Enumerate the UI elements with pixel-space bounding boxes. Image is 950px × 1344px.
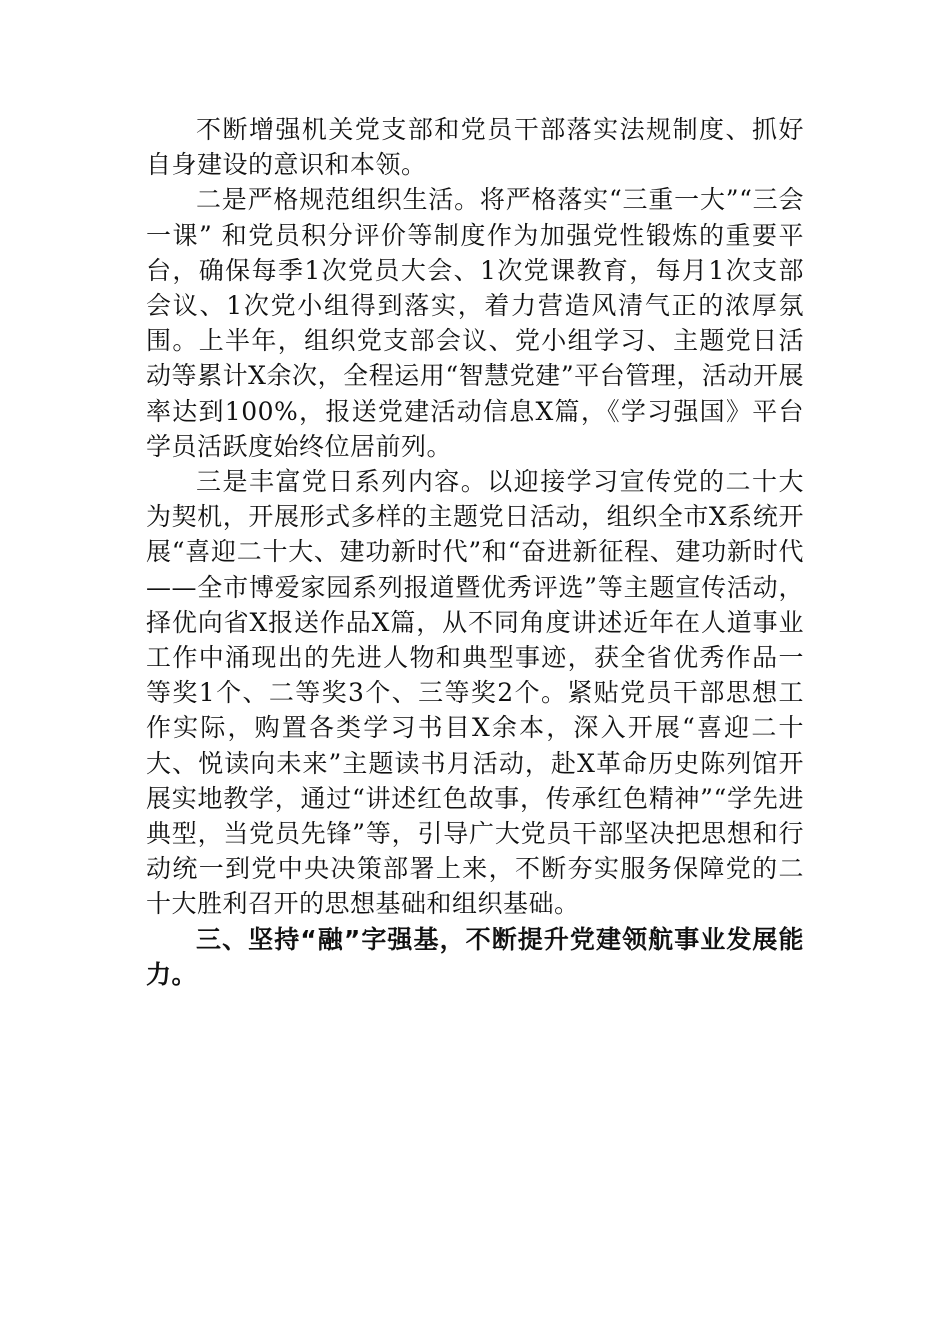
section-heading-three: 三、坚持“融”字强基，不断提升党建领航事业发展能力。	[146, 924, 804, 989]
document-body	[146, 112, 804, 992]
paragraph-party-day-content: 三是丰富党日系列内容。以迎接学习宣传党的二十大为契机，开展形式多样的主题党日活动，组织全市X系统开展“喜迎二十大、建功新时代”和“奋进新征程、建功新时代——全市博爱家园系列报道暨优秀评选”等主题宣传活动，择优向省X报送作品X篇，从不同角度讲述近年在人道事业工作中涌现出的先进人物和典型事迹，获全省优秀作品一等奖1个、二等奖3个、三等奖2个。紧贴党员干部思想工作实际，购置各类学习书目X余本，深入开展“喜迎二十大、悦读向未来”主题读书月活动，赴X革命历史陈列馆开展实地教学，通过“讲述红色故事，传承红色精神”“学先进典型，当党员先锋”等，引导广大党员干部坚决把思想和行动统一到党中央决策部署上来，不断夯实服务保障党的二十大胜利召开的思想基础和组织基础。	[146, 467, 804, 919]
paragraph-intro-continuation: 不断增强机关党支部和党员干部落实法规制度、抓好自身建设的意识和本领。	[146, 115, 804, 180]
paragraph-organization-life: 二是严格规范组织生活。将严格落实“三重一大”“三会一课” 和党员积分评价等制度作为加强党性锻炼的重要平台，确保每季1次党员大会、1次党课教育，每月1次支部会议、1次党小组得到落实，着力营造风清气正的浓厚氛围。上半年，组织党支部会议、党小组学习、主题党日活动等累计X余次，全程运用“智慧党建”平台管理，活动开展率达到100%，报送党建活动信息X篇，《学习强国》平台学员活跃度始终位居前列。	[146, 185, 804, 461]
